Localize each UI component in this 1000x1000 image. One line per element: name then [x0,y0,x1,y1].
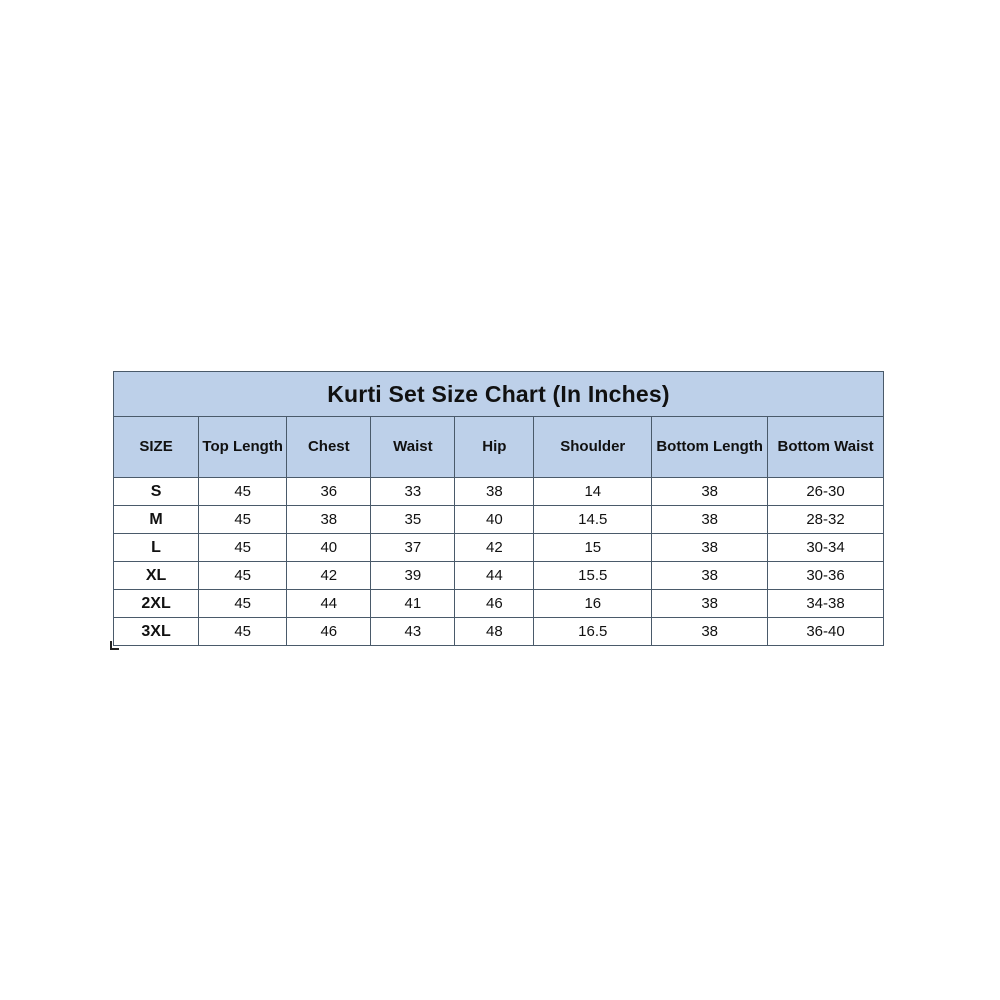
cell-chest: 42 [287,562,371,590]
cell-waist: 33 [371,478,455,506]
cell-hip: 48 [455,618,534,646]
cell-waist: 35 [371,506,455,534]
table-row [114,506,884,534]
cell-bottom-length: 38 [652,478,768,506]
column-header-size: SIZE [114,417,199,478]
cell-size: L [114,534,199,562]
column-header-bottom-length: Bottom Length [652,417,768,478]
cell-top-length: 45 [199,618,287,646]
cell-shoulder: 16.5 [534,618,652,646]
cell-bottom-waist: 28-32 [768,506,884,534]
size-chart-table [113,371,884,646]
cell-bottom-length: 38 [652,534,768,562]
cell-top-length: 45 [199,562,287,590]
cell-bottom-waist: 36-40 [768,618,884,646]
table-row [114,590,884,618]
column-header-shoulder: Shoulder [534,417,652,478]
cell-top-length: 45 [199,534,287,562]
table-row [114,618,884,646]
cell-chest: 38 [287,506,371,534]
cell-chest: 36 [287,478,371,506]
column-header-top-length: Top Length [199,417,287,478]
cell-bottom-length: 38 [652,590,768,618]
cell-chest: 40 [287,534,371,562]
cell-hip: 46 [455,590,534,618]
cell-hip: 40 [455,506,534,534]
cell-top-length: 45 [199,590,287,618]
cell-top-length: 45 [199,478,287,506]
size-chart-container [113,371,884,646]
cell-waist: 39 [371,562,455,590]
table-row [114,562,884,590]
cell-hip: 44 [455,562,534,590]
table-row [114,478,884,506]
cell-bottom-waist: 34-38 [768,590,884,618]
cell-waist: 43 [371,618,455,646]
cell-size: M [114,506,199,534]
cell-bottom-length: 38 [652,618,768,646]
cell-top-length: 45 [199,506,287,534]
corner-tick-mark [110,641,119,650]
cell-bottom-waist: 30-34 [768,534,884,562]
cell-size: 2XL [114,590,199,618]
column-header-hip: Hip [455,417,534,478]
cell-shoulder: 15.5 [534,562,652,590]
cell-chest: 44 [287,590,371,618]
cell-bottom-waist: 26-30 [768,478,884,506]
cell-shoulder: 15 [534,534,652,562]
cell-bottom-length: 38 [652,506,768,534]
cell-size: S [114,478,199,506]
cell-bottom-waist: 30-36 [768,562,884,590]
cell-hip: 38 [455,478,534,506]
column-header-bottom-waist: Bottom Waist [768,417,884,478]
table-row [114,534,884,562]
cell-waist: 41 [371,590,455,618]
column-header-chest: Chest [287,417,371,478]
column-header-waist: Waist [371,417,455,478]
cell-bottom-length: 38 [652,562,768,590]
cell-shoulder: 16 [534,590,652,618]
chart-title: Kurti Set Size Chart (In Inches) [114,372,884,417]
cell-chest: 46 [287,618,371,646]
cell-size: 3XL [114,618,199,646]
cell-waist: 37 [371,534,455,562]
cell-size: XL [114,562,199,590]
cell-hip: 42 [455,534,534,562]
cell-shoulder: 14 [534,478,652,506]
chart-title-row [114,372,884,417]
column-header-row [114,417,884,478]
cell-shoulder: 14.5 [534,506,652,534]
